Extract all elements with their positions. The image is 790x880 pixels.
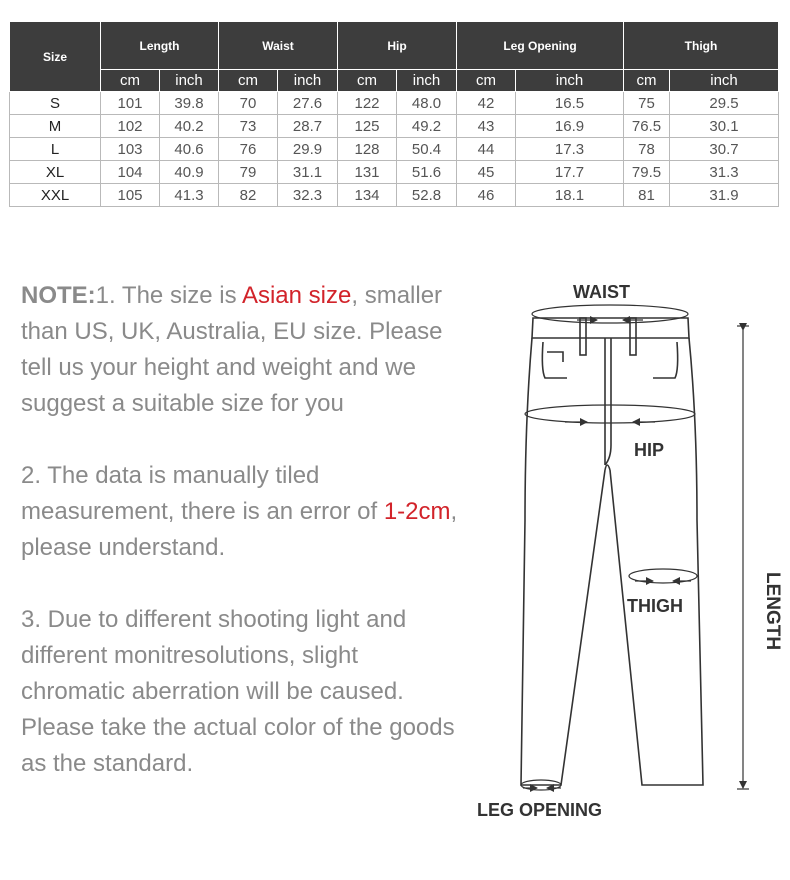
measurement-cell: 18.1 [516, 184, 624, 207]
measurement-cell: 101 [101, 92, 160, 115]
measurement-cell: 32.3 [278, 184, 338, 207]
measurement-cell: 128 [338, 138, 397, 161]
table-row [10, 138, 779, 161]
note-1-highlight: Asian size [241, 282, 352, 309]
measurement-cell: 29.9 [278, 138, 338, 161]
unit-inch: inch [670, 70, 779, 92]
unit-cm: cm [219, 70, 278, 92]
size-cell: M [10, 115, 101, 138]
measurement-cell: 73 [219, 115, 278, 138]
length-header: Length [101, 22, 219, 70]
unit-cm: cm [338, 70, 397, 92]
leg-opening-header: Leg Opening [457, 22, 624, 70]
measurement-cell: 30.7 [670, 138, 779, 161]
measurement-cell: 50.4 [397, 138, 457, 161]
measurement-cell: 49.2 [397, 115, 457, 138]
measurement-cell: 103 [101, 138, 160, 161]
pants-outline-illustration [465, 270, 790, 830]
unit-inch: inch [278, 70, 338, 92]
measurement-cell: 44 [457, 138, 516, 161]
measurement-cell: 48.0 [397, 92, 457, 115]
waist-header: Waist [219, 22, 338, 70]
measurement-cell: 27.6 [278, 92, 338, 115]
measurement-cell: 125 [338, 115, 397, 138]
measurement-cell: 70 [219, 92, 278, 115]
measurement-cell: 16.5 [516, 92, 624, 115]
measurement-cell: 104 [101, 161, 160, 184]
note-2-text-b: , please understand. [21, 498, 458, 561]
note-2 [21, 458, 461, 566]
measurement-cell: 28.7 [278, 115, 338, 138]
thigh-header: Thigh [624, 22, 779, 70]
waist-label: WAIST [573, 282, 630, 302]
size-cell: S [10, 92, 101, 115]
measurement-cell: 46 [457, 184, 516, 207]
notes-block [21, 278, 461, 818]
pants-measurement-diagram [465, 270, 790, 830]
measurement-cell: 41.3 [160, 184, 219, 207]
measurement-cell: 39.8 [160, 92, 219, 115]
measurement-cell: 79.5 [624, 161, 670, 184]
measurement-cell: 29.5 [670, 92, 779, 115]
measurement-cell: 105 [101, 184, 160, 207]
measurement-cell: 16.9 [516, 115, 624, 138]
measurement-cell: 51.6 [397, 161, 457, 184]
note-label: NOTE: [21, 282, 96, 309]
unit-cm: cm [624, 70, 670, 92]
size-cell: L [10, 138, 101, 161]
hip-header: Hip [338, 22, 457, 70]
size-chart-table [9, 21, 779, 207]
measurement-cell: 122 [338, 92, 397, 115]
length-label: LENGTH [762, 572, 783, 651]
table-row [10, 184, 779, 207]
measurement-cell: 134 [338, 184, 397, 207]
note-1-text-a: 1. The size is [95, 282, 242, 309]
unit-inch: inch [397, 70, 457, 92]
measurement-cell: 31.1 [278, 161, 338, 184]
measurement-cell: 81 [624, 184, 670, 207]
measurement-cell: 43 [457, 115, 516, 138]
unit-inch: inch [516, 70, 624, 92]
size-column-header: Size [10, 22, 101, 92]
note-1-text-b: , smaller than US, UK, Australia, EU size. Please tell us your height and weight and we suggest a suitable size for you [21, 282, 443, 417]
measurement-cell: 31.3 [670, 161, 779, 184]
measurement-cell: 17.3 [516, 138, 624, 161]
unit-inch: inch [160, 70, 219, 92]
note-1 [21, 278, 461, 422]
measurement-cell: 40.9 [160, 161, 219, 184]
hip-label: HIP [634, 440, 665, 460]
measurement-cell: 31.9 [670, 184, 779, 207]
measurement-cell: 76.5 [624, 115, 670, 138]
measurement-cell: 82 [219, 184, 278, 207]
measurement-cell: 17.7 [516, 161, 624, 184]
size-cell: XXL [10, 184, 101, 207]
measurement-cell: 78 [624, 138, 670, 161]
note-2-highlight: 1-2cm [383, 498, 451, 525]
table-row [10, 92, 779, 115]
measurement-cell: 79 [219, 161, 278, 184]
measurement-cell: 45 [457, 161, 516, 184]
leg-opening-label: LEG OPENING [477, 800, 603, 820]
unit-cm: cm [101, 70, 160, 92]
measurement-cell: 75 [624, 92, 670, 115]
table-row [10, 161, 779, 184]
measurement-cell: 76 [219, 138, 278, 161]
measurement-cell: 40.2 [160, 115, 219, 138]
measurement-cell: 40.6 [160, 138, 219, 161]
note-2-text-a: 2. The data is manually tiled measurement, there is an error of [21, 462, 384, 525]
note-3: 3. Due to different shooting light and different monitresolutions, slight chromatic aberration will be caused. Please take the actual color of the goods as the standard. [21, 606, 455, 777]
measurement-cell: 131 [338, 161, 397, 184]
unit-cm: cm [457, 70, 516, 92]
size-rows [10, 92, 779, 207]
size-cell: XL [10, 161, 101, 184]
thigh-label: THIGH [627, 596, 683, 616]
table-row [10, 115, 779, 138]
measurement-cell: 30.1 [670, 115, 779, 138]
measurement-cell: 42 [457, 92, 516, 115]
measurement-cell: 102 [101, 115, 160, 138]
measurement-cell: 52.8 [397, 184, 457, 207]
